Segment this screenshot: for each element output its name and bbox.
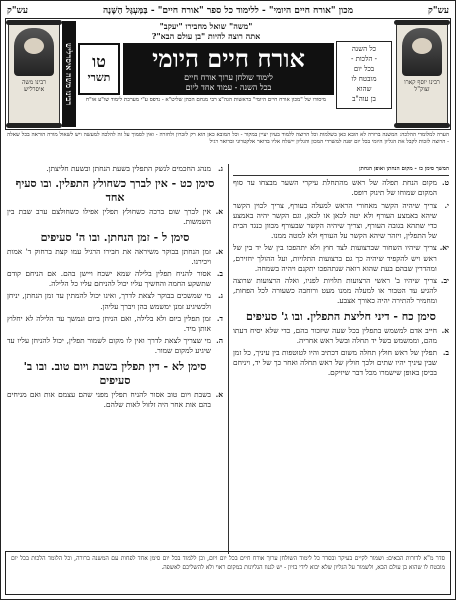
date-box [78, 43, 120, 95]
para-number: א. [441, 325, 449, 335]
para-number: ב. [442, 348, 449, 358]
portrait-right [396, 21, 448, 127]
title-banner [123, 43, 334, 95]
para-text: תפלין של ראש חולץ תחלה משום דכתיב והיו לטוטפות בין עיניך, כל זמן שבין עיניך יהיו שתים ולכך חולץ של ראש תחלה ואחר כך של יד, ויניחם בכיסן באופן שישמרו מכל דבר שיזיקם. [233, 348, 437, 378]
paragraph [7, 269, 223, 289]
para-number: ג. [217, 291, 223, 301]
para-number: יב. [440, 276, 449, 286]
para-text: מי שמשכים בבוקר לצאת לדרך, ואינו יכול להמתין עד זמן הנחתן, יניחן ולכשיגיע זמנן ימשמש בהן ויברך עליהן. [7, 291, 211, 311]
paragraph [233, 276, 449, 307]
paragraph [7, 336, 223, 356]
para-number: יא. [439, 243, 449, 253]
scroll-rod-bottom [394, 123, 450, 128]
info-line: מובטח לו [351, 75, 377, 83]
para-text: מקום הנחת תפלה של ראש מהתחלת עיקרי השער מבצחו עד סוף המקום שמוחו של תינוק רופס. [233, 178, 437, 198]
scroll-rod-top [6, 20, 62, 25]
paragraph [233, 348, 449, 379]
para-text: מנהג החכמים לנשק התפלין בשעת הנחתן ובשעת חליצתן. [46, 164, 211, 173]
footer-notice: סדר מ"א לדורות הבאים: ושמור לקיים בעיקר ובסדר כל לימוד השולחן ערוך אורח חיים בכל יום ויום, וכן ללמוד בכל יום סימן אחד לפחות עם המשנה ברורה, וכל הלומד הלכות בכל יום מובטח לו שהוא בן עולם הבא, ולשמור על הגליון שלא יבוא לידי בזיון - יש לגנוז הגליונות במקום ראוי ולא להשליכם לאשפה. [5, 551, 451, 595]
info-line: - הלכות - [351, 55, 377, 63]
scroll-rod-bottom [6, 123, 62, 128]
scroll-rod-top [394, 20, 450, 25]
date-day: טו [92, 52, 106, 71]
para-number: ב. [216, 269, 223, 279]
para-text: בשבת ויום טוב אסור להניח תפלין מפני שהם עצמם אות ואם מניחים בהם אות אחר היה זלזול לאות שלהם. [7, 389, 211, 409]
title-block [78, 21, 334, 127]
top-line [7, 3, 449, 17]
para-text: אין לברך שום ברכה כשחולץ תפלין אפילו כשחולצם ערב שבת בין השמשות. [7, 207, 211, 227]
para-text: חייב אדם למשמש בתפלין בכל שעה שיזכור בהם, כדי שלא יסיח דעתו מהם, וממשמש בשל יד תחלה ובשל ראש אחריה. [233, 325, 437, 345]
para-number: ט. [441, 178, 449, 188]
vertical-name-bar: רבינו משה איסרליש [62, 21, 76, 127]
paragraph [233, 243, 449, 274]
right-column [233, 164, 449, 554]
header-fine-print: מיסודו של "מכון אורח חיים היומי" בראשות הגה"צ רבי מנחם הכהן שליט"א - נדפס ע"י מערכת לימוד שו"ע או"ח [85, 97, 327, 103]
title-row [78, 43, 334, 95]
top-line-center: מכון "אורח חיים היומי" - ללימוד כל ספר "אורח חיים" - בַּמַּעְגָּל הַשָּׁנָה [102, 5, 354, 16]
paragraph [7, 390, 223, 410]
para-number: ג. [217, 164, 223, 173]
section-heading: סימן כט - אין לברך כשחולץ התפלין. ובו סעיף אחד [15, 177, 215, 205]
info-line: בן עוה"ב [352, 95, 376, 103]
paragraph [233, 201, 449, 242]
paragraph [7, 247, 223, 267]
paragraph [7, 314, 223, 334]
rabbi-portrait-left [14, 28, 54, 76]
motto-line-1: "משה" שואל מחבירו "יעקב" [159, 21, 253, 31]
para-number: א. [215, 389, 223, 399]
para-number: א. [215, 207, 223, 217]
para-text: צריך שיהיו השחור שברצועות לצד חוץ ולא יתהפכו בין של יד בין של ראש ויש להקפיד שיהיה כך גם ברצועות התלויות, ועל ההולך יחזירם, ומהדרין שבהם בעת שהוא רואה שנתהפכו יתקנם ויהיה בשמחה. [233, 243, 437, 273]
header [5, 18, 451, 130]
info-line: כל השנה [351, 45, 377, 53]
date-month: תשרי [87, 71, 111, 84]
left-column [7, 164, 223, 554]
rabbi-portrait-right [402, 28, 442, 76]
paragraph [233, 326, 449, 346]
para-text: זמן תפלין ביום ולא בלילה, ואם הניחן ביום ונמשך עד הלילה לא יחלוץ אותן מיד. [7, 313, 211, 334]
top-line-right: עש"ק [428, 5, 449, 16]
page-title: אורח חיים היומי [152, 44, 305, 73]
para-text: צריך שיהיו ב' ראשי הרצועות תלויות לפניו, ואלה הרצועות שרוצה להגיע עד הטבור או למעלה ממנו מעט ורוחבה כשעורה לכל הפחות, ומחמיר להתירה יהיה כאורך אצבע. [233, 276, 437, 306]
top-line-left: עש"ק [7, 5, 28, 16]
section-sidenote: המשך סימן כז - מקום הנחתן ואופן הנחתן [233, 164, 449, 176]
section-heading: סימן לא - דין תפלין בשבת ויום טוב. ובו ב' סעיפים [23, 359, 207, 387]
section-heading: סימן ל - זמן הנחתן. ובו ה' סעיפים [40, 230, 190, 244]
column-divider [228, 164, 229, 554]
info-line: בכל יום [353, 65, 375, 73]
info-line: שהוא [356, 85, 372, 93]
motto-line-2: אתה רוצה להיות "בן עולם הבא"? [151, 31, 261, 41]
portrait-right-caption: רבינו יוסף קארו זצוק"ל [404, 79, 440, 93]
paragraph [7, 207, 223, 227]
para-number: א. [215, 246, 223, 256]
section-heading: סימן כח - דיני חליצת התפלין. ובו ג' סעיפים [246, 309, 436, 323]
portrait-left-caption: רבינו משה איסרליש [21, 79, 47, 93]
para-text: זמן הנחתן בבוקר משיראה את חבירו הרגיל עמו קצת ברחוק ד' אמות ויכירנו. [7, 246, 211, 266]
para-text: צריך שיהיה הקשר מאחורי הראש למעלה בעורף, צריך לכוין הקשר שיהא באמצע העורף ולא יטה לכאן או לכאן, וגם הקשר יהיה באמצע כדי שתהא בגובה העורף, וצריך שיהיה הקשר שבעורף מכוון כנגד הבית של התפלין, ויזהר שיהא הקשר על העורף ולא למטה ממנו. [233, 200, 437, 241]
para-text: מי שצריך לצאת לדרך ואין לו מקום לשמור תפלין, יכול להניחן עליו עד שיגיע למקום שמור. [7, 336, 211, 356]
para-text: אסור להניח תפלין בלילה שמא ישכח ויישן בהם. אם הניחם קודם שתשקע החמה והחשיך עליו יכול להניחם עליו כל הלילה. [7, 269, 211, 289]
subtitle-1: לימוד שולחן ערוך אורח חיים [184, 73, 273, 82]
paragraph [7, 291, 223, 311]
paragraph [7, 164, 223, 174]
paragraph [233, 178, 449, 198]
para-number: ד. [216, 313, 223, 323]
info-box [336, 41, 392, 109]
disclaimer: הערה למלומדי ההלכה: המשנה ברורה לא הובא כאן בשלמות וכל הרוצה ללמוד בעיון יעיין במקור - וכל המובא כאן הוא רק לזכרון ולחזרה - ואין לסמוך על זה להלכה למעשה ויש לשאול מורה הוראה בכל שאלה - הרוצה לזכות לקבל את הגליון היומי בכל יום יפנה למשרדי המכון והגליון יישלח אליו בדואר אלקטרוני ובדואר רגיל [7, 132, 449, 145]
portrait-left [8, 21, 60, 127]
para-number: י. [444, 200, 449, 210]
subtitle-2: בכל השנה - עמוד אחד ליום [185, 83, 272, 92]
para-number: ה. [216, 336, 223, 346]
